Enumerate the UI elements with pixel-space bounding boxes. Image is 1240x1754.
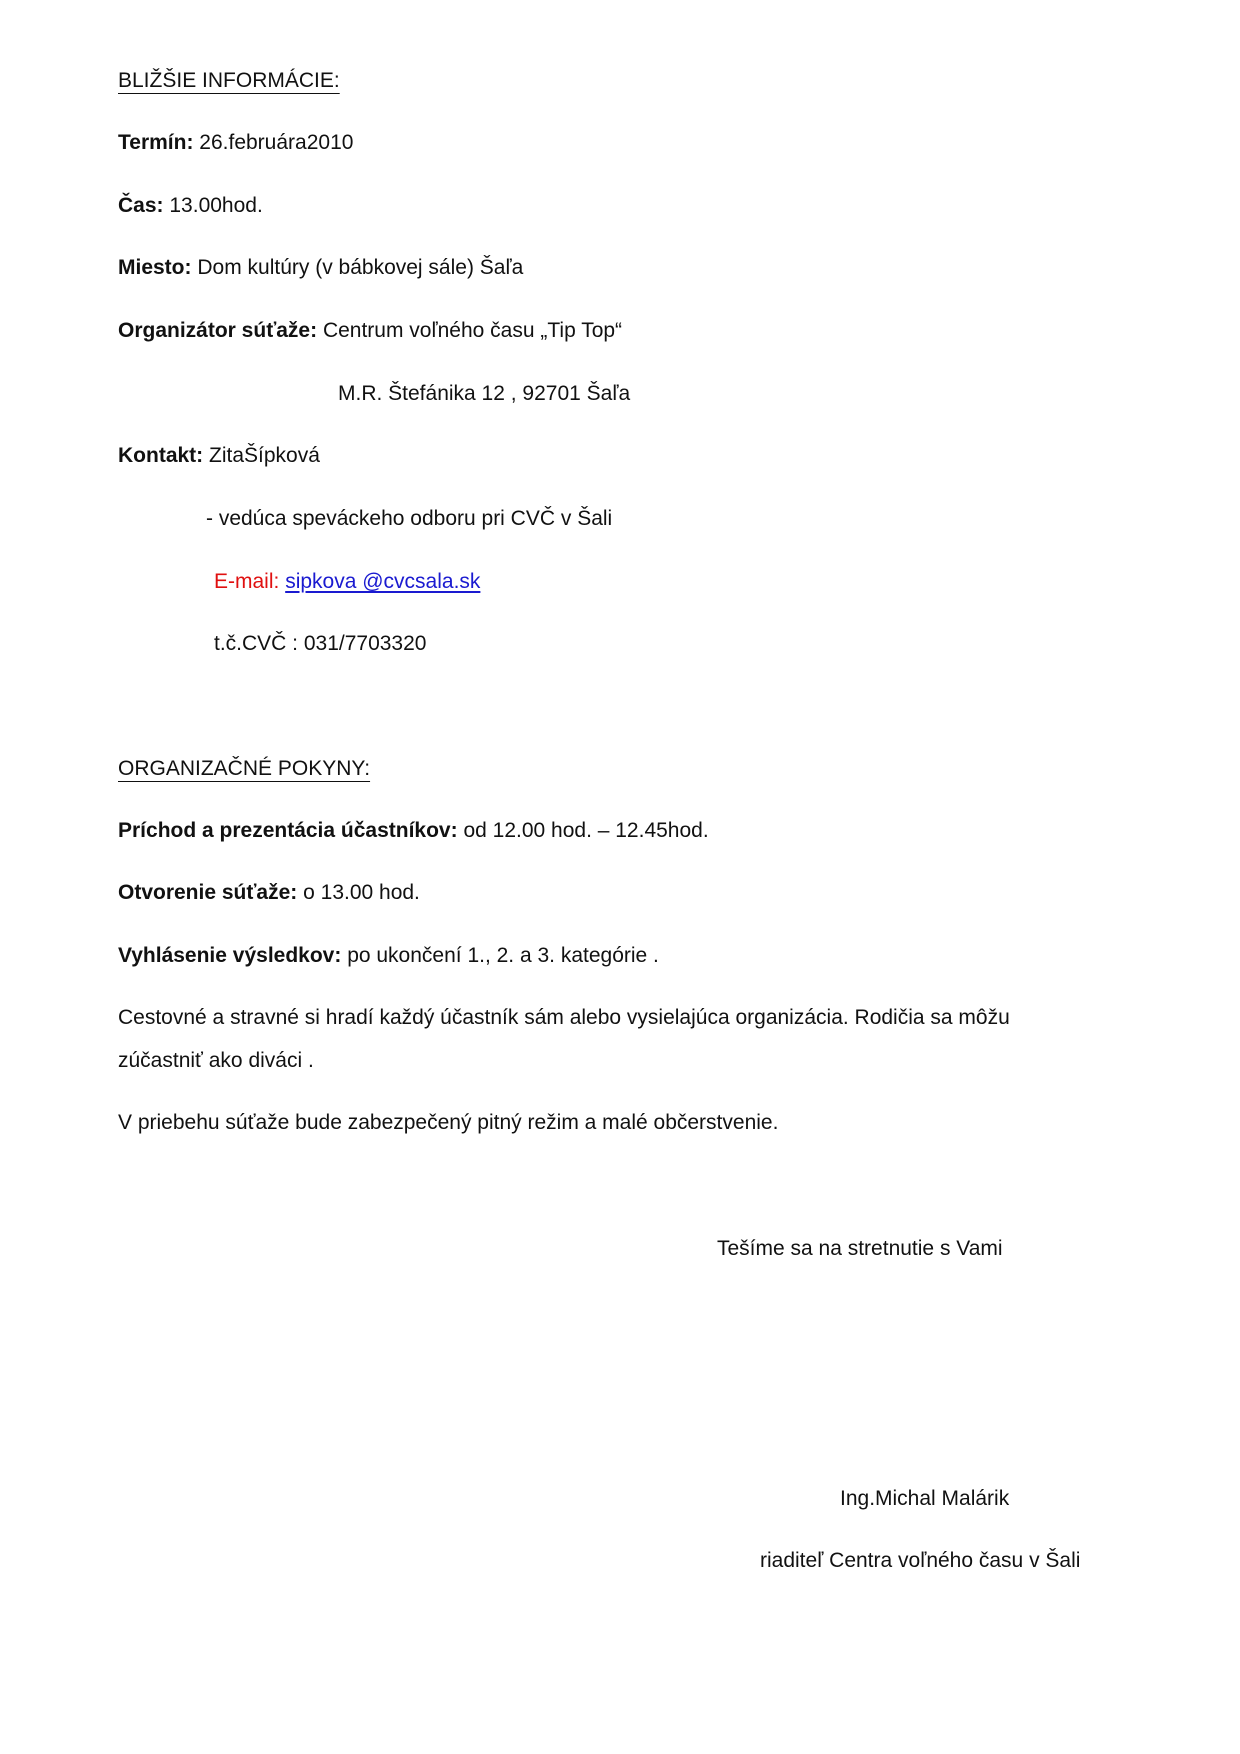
- miesto-label: Miesto:: [118, 256, 192, 279]
- termin-value: 26.februára2010: [199, 131, 354, 154]
- vyhlasenie-row: [118, 943, 659, 969]
- organizator-address: M.R. Štefánika 12 , 92701 Šaľa: [338, 382, 631, 405]
- vyhlasenie-label: Vyhlásenie výsledkov:: [118, 944, 342, 967]
- cas-label: Čas:: [118, 194, 164, 217]
- section-heading-info: BLIŽŠIE INFORMÁCIE:: [118, 69, 340, 92]
- termin-label: Termín:: [118, 131, 194, 154]
- miesto-value: Dom kultúry (v bábkovej sále) Šaľa: [197, 256, 524, 279]
- miesto-row: [118, 255, 523, 281]
- cestovne-line-2: zúčastniť ako diváci .: [118, 1049, 314, 1072]
- otvorenie-row: [118, 880, 420, 906]
- email-row: [214, 569, 480, 595]
- organizator-row: [118, 318, 622, 344]
- cas-value: 13.00hod.: [169, 194, 263, 217]
- signer-name: Ing.Michal Malárik: [840, 1487, 1010, 1510]
- cestovne-line-1: Cestovné a stravné si hradí každý účastník sám alebo vysielajúca organizácia. Rodičia sa môžu: [118, 1006, 1010, 1029]
- email-link[interactable]: sipkova @cvcsala.sk: [285, 570, 481, 593]
- signer-title: riaditeľ Centra voľného času v Šali: [760, 1549, 1081, 1572]
- closing-greeting: Tešíme sa na stretnutie s Vami: [717, 1237, 1003, 1260]
- otvorenie-value: o 13.00 hod.: [303, 881, 420, 904]
- phone-line: t.č.CVČ : 031/7703320: [214, 632, 427, 655]
- vyhlasenie-value: po ukončení 1., 2. a 3. kategórie .: [347, 944, 659, 967]
- kontakt-name: ZitaŠípková: [209, 444, 320, 467]
- prichod-value: od 12.00 hod. – 12.45hod.: [463, 819, 709, 842]
- prichod-label: Príchod a prezentácia účastníkov:: [118, 819, 458, 842]
- organizator-value: Centrum voľného času „Tip Top“: [322, 319, 623, 342]
- prichod-row: [118, 818, 709, 844]
- kontakt-row: [118, 443, 320, 469]
- termin-row: [118, 130, 353, 156]
- cas-row: [118, 193, 263, 219]
- organizator-label: Organizátor súťaže:: [118, 319, 318, 342]
- section-heading-pokyny: ORGANIZAČNÉ POKYNY:: [118, 757, 371, 780]
- otvorenie-label: Otvorenie súťaže:: [118, 881, 298, 904]
- pitny-rezim-line: V priebehu súťaže bude zabezpečený pitný režim a malé občerstvenie.: [118, 1111, 779, 1134]
- kontakt-label: Kontakt:: [118, 444, 204, 467]
- kontakt-role: - vedúca speváckeho odboru pri CVČ v Šali: [206, 507, 613, 530]
- email-label: E-mail:: [214, 570, 280, 593]
